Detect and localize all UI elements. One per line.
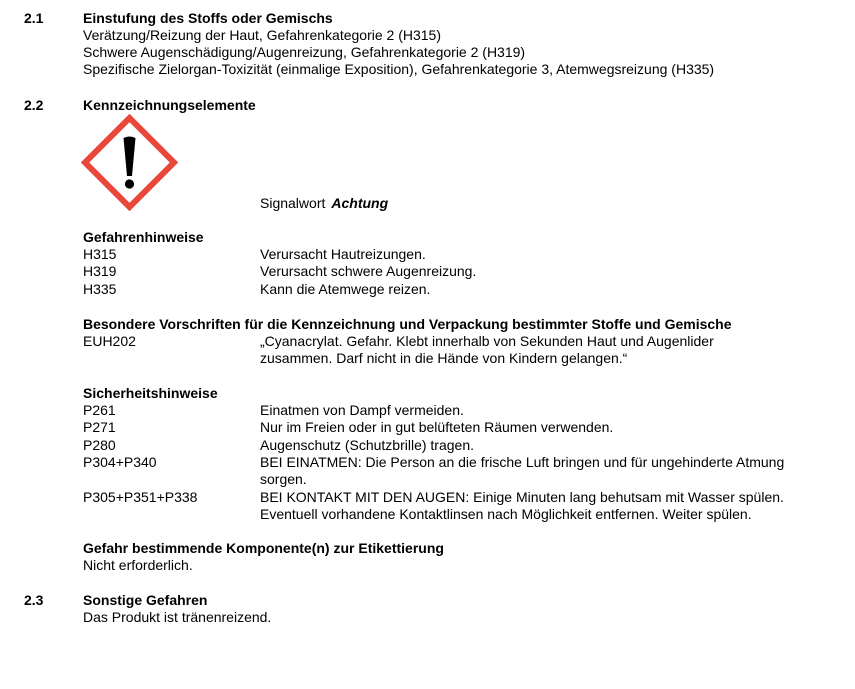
section-number-2-1: 2.1 — [24, 10, 44, 26]
precaution-text: Nur im Freien oder in gut belüfteten Räumen verwenden. — [260, 419, 614, 435]
signal-word-label: Signalwort — [260, 195, 326, 211]
hazard-code: H335 — [83, 281, 117, 297]
signal-word-row — [260, 195, 388, 212]
components-heading: Gefahr bestimmende Komponente(n) zur Etikettierung — [83, 540, 444, 556]
hazard-text: Verursacht schwere Augenreizung. — [260, 263, 477, 279]
euh-code: EUH202 — [83, 333, 136, 349]
precaution-text: Einatmen von Dampf vermeiden. — [260, 402, 464, 418]
hazard-text: Kann die Atemwege reizen. — [260, 281, 431, 297]
hazard-code: H319 — [83, 263, 117, 279]
hazard-statements-heading: Gefahrenhinweise — [83, 229, 204, 245]
precaution-text: Augenschutz (Schutzbrille) tragen. — [260, 437, 474, 453]
section-title-2-2: Kennzeichnungselemente — [83, 97, 256, 113]
section-number-2-3: 2.3 — [24, 592, 44, 608]
classification-line: Spezifische Zielorgan-Toxizität (einmalige Exposition), Gefahrenkategorie 3, Atemwegsreizung (H335) — [83, 61, 715, 77]
precaution-code: P305+P351+P338 — [83, 489, 198, 505]
classification-line: Schwere Augenschädigung/Augenreizung, Gefahrenkategorie 2 (H319) — [83, 44, 526, 60]
precaution-text: sorgen. — [260, 471, 307, 487]
precaution-code: P271 — [83, 419, 116, 435]
precautionary-statements-heading: Sicherheitshinweise — [83, 385, 218, 401]
euh-text: zusammen. Darf nicht in die Hände von Kindern gelangen.“ — [260, 350, 628, 366]
signal-word: Achtung — [331, 195, 389, 211]
hazard-code: H315 — [83, 246, 117, 262]
precaution-text: BEI EINATMEN: Die Person an die frische Luft bringen und für ungehinderte Atmung — [260, 454, 785, 470]
precaution-code: P280 — [83, 437, 116, 453]
ghs07-exclamation-mark-icon — [81, 114, 178, 211]
euh-text: „Cyanacrylat. Gefahr. Klebt innerhalb von Sekunden Haut und Augenlider — [260, 333, 714, 349]
classification-line: Verätzung/Reizung der Haut, Gefahrenkategorie 2 (H315) — [83, 27, 441, 43]
special-provisions-heading: Besondere Vorschriften für die Kennzeichnung und Verpackung bestimmter Stoffe und Gemische — [83, 316, 732, 332]
precaution-text: BEI KONTAKT MIT DEN AUGEN: Einige Minuten lang behutsam mit Wasser spülen. — [260, 489, 784, 505]
precaution-text: Eventuell vorhandene Kontaktlinsen nach Möglichkeit entfernen. Weiter spülen. — [260, 506, 752, 522]
hazard-text: Verursacht Hautreizungen. — [260, 246, 426, 262]
section-title-2-3: Sonstige Gefahren — [83, 592, 208, 608]
precaution-code: P261 — [83, 402, 116, 418]
section-number-2-2: 2.2 — [24, 97, 44, 113]
precaution-code: P304+P340 — [83, 454, 157, 470]
components-text: Nicht erforderlich. — [83, 557, 193, 573]
other-hazards-text: Das Produkt ist tränenreizend. — [83, 609, 272, 625]
section-title-2-1: Einstufung des Stoffs oder Gemischs — [83, 10, 333, 26]
